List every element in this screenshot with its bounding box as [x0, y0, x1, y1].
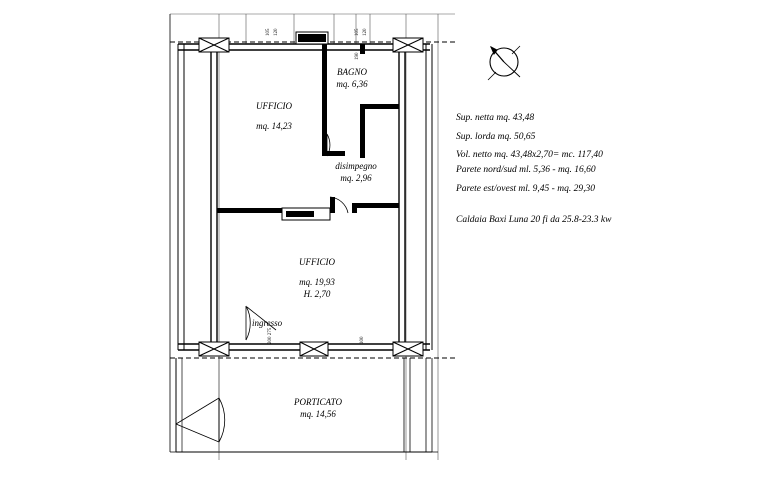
dimension-label-a: 105 [266, 28, 271, 36]
note-line: Parete nord/sud ml. 5,36 - mq. 16,60 [456, 165, 596, 175]
room-name: BAGNO [337, 67, 367, 77]
room-area: mq. 19,93 [299, 277, 335, 288]
room-name: UFFICIO [299, 257, 335, 267]
note-line: Sup. netta mq. 43,48 [456, 113, 535, 123]
room-area: mq. 14,23 [256, 121, 292, 132]
note-line: Caldaia Baxi Luna 20 fi da 25.8-23.3 kw [456, 215, 612, 225]
room-name: UFFICIO [256, 101, 292, 111]
notes-block-3 [456, 216, 611, 226]
note-line: Parete est/ovest ml. 9,45 - mq. 29,30 [456, 183, 595, 194]
room-area: mq. 6,36 [336, 79, 368, 90]
note-line: Sup. lorda mq. 50,65 [456, 131, 536, 142]
room-height: H. 2,70 [303, 289, 331, 300]
dimension-label-b: 120 [274, 28, 279, 36]
room-label-disimpegno [318, 160, 394, 184]
room-area: mq. 14,56 [300, 409, 336, 420]
note-line: Vol. netto mq. 43,48x2,70= mc. 117,40 [456, 150, 603, 160]
notes-block-1 [456, 114, 603, 161]
room-name: PORTICATO [293, 397, 342, 407]
dimension-label-c: 105 [355, 28, 360, 36]
room-label-ufficio-2 [272, 256, 362, 300]
dimension-label-f: 200 275 [268, 327, 273, 344]
notes-block-2 [456, 166, 596, 194]
room-label-porticato [264, 396, 372, 420]
room-area: mq. 2,96 [340, 173, 372, 184]
north-arrow-graphic [488, 46, 520, 80]
entrance-label: ingresso [252, 318, 283, 328]
dimension-label-e: 190 [355, 52, 360, 60]
dimension-label-d: 120 [363, 28, 368, 36]
dimension-label-g: 100 [360, 336, 365, 344]
room-name: disimpegno [335, 161, 377, 171]
room-label-bagno [320, 66, 384, 90]
room-label-ufficio-1 [228, 100, 320, 132]
